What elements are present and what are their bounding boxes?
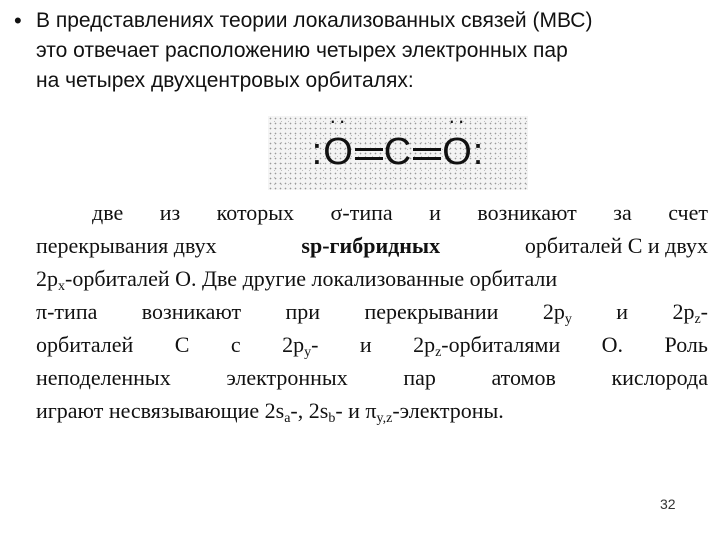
bullet-marker: • [14,8,22,33]
para-line-6: неподеленных электронных пар атомов кислорода [36,365,708,390]
page-number: 32 [660,496,676,512]
co2-lewis-formula [268,108,528,180]
bullet-row [14,6,704,96]
para-line-3: $2p_x$-орбиталей О. Две другие локализованные орбитали [36,266,558,294]
para-line-7: играют несвязывающие $2s_a-$, $2s_b-$ и $\pi_{y,z}$-электроны. [36,398,504,426]
para-line-4: π-типа возникают при перекрывании $2p_y$ и $2p_z-$ [36,299,708,327]
bullet-line-3: на четырех двухцентровых орбиталях: [36,69,414,92]
para-line-5: орбиталей С с $2p_y-$ и $2p_z$-орбиталями О. Роль [36,332,708,360]
bullet-block [14,6,704,96]
para-line-2: перекрывания двух sp-гибридных орбиталей С и двух [36,229,708,262]
double-bond-left [355,148,383,160]
lone-pair-left: : [311,131,324,173]
bullet-line-2: это отвечает расположению четырех электронных пар [36,39,568,62]
bullet-line-1: В представлениях теории локализованных связей (МВС) [36,9,593,32]
lone-pair-top-left: ·· [329,108,348,133]
oxygen-atom-right: ·· O [442,108,473,173]
sp-hybrid-term: sp-гибридных [301,233,441,258]
lone-pair-right: : [472,131,485,173]
carbon-atom: C [383,131,413,173]
double-bond-right [413,148,441,160]
para-line-1: две из которых σ-типа и возникают за счет [92,200,708,225]
formula-image [268,108,528,190]
body-paragraph [36,196,708,427]
bullet-text [36,6,592,96]
oxygen-atom-left: ·· O [323,108,354,173]
lone-pair-top-right: ·· [448,108,467,133]
